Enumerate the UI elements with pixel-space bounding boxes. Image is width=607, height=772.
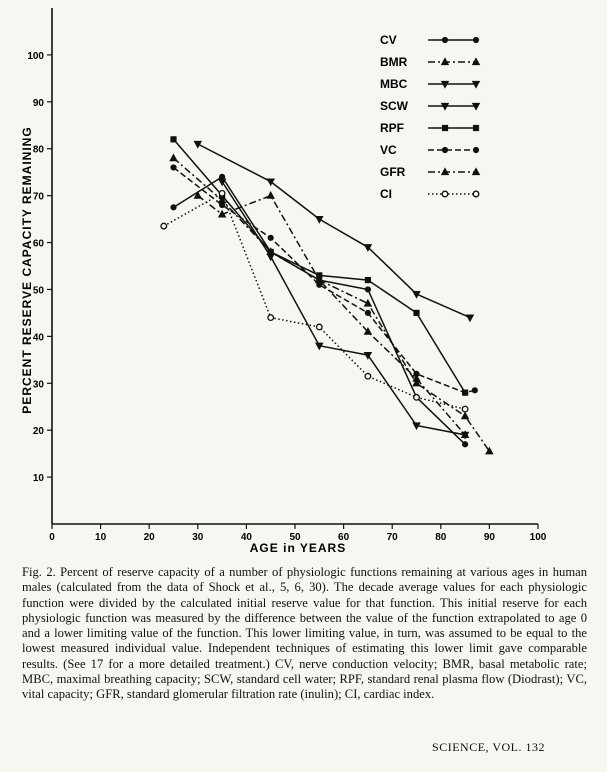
data-point-ci xyxy=(414,395,420,401)
legend-marker-cv xyxy=(442,37,447,42)
series-scw xyxy=(219,179,469,439)
x-tick-label: 50 xyxy=(289,532,301,543)
legend-marker-vc xyxy=(473,147,478,152)
series-line-mbc xyxy=(198,144,470,318)
x-tick-label: 100 xyxy=(529,532,547,543)
x-tick-label: 10 xyxy=(95,532,107,543)
data-point-ci xyxy=(161,223,167,229)
y-tick-label: 10 xyxy=(32,473,44,485)
x-tick-label: 60 xyxy=(338,532,350,543)
y-tick-label: 60 xyxy=(32,238,44,250)
journal-source: SCIENCE, VOL. 132 xyxy=(432,740,545,754)
series-line-ci xyxy=(164,193,465,409)
legend-label-bmr: BMR xyxy=(380,55,408,69)
data-point-cv xyxy=(365,287,370,292)
axis-labels xyxy=(20,126,346,555)
data-point-ci xyxy=(365,373,371,379)
tick-labels xyxy=(27,51,546,543)
y-tick-label: 30 xyxy=(32,379,44,391)
legend-label-gfr: GFR xyxy=(380,165,406,179)
data-point-vc xyxy=(472,388,477,393)
x-tick-label: 70 xyxy=(386,532,398,543)
y-tick-label: 80 xyxy=(32,144,44,156)
data-point-gfr xyxy=(462,413,469,419)
data-point-ci xyxy=(462,406,468,412)
data-point-rpf xyxy=(414,310,419,315)
data-point-ci xyxy=(268,315,274,321)
data-point-vc xyxy=(268,235,273,240)
series-line-vc xyxy=(174,168,475,393)
x-tick-label: 40 xyxy=(240,532,252,543)
data-point-vc xyxy=(171,165,176,170)
legend-label-ci: CI xyxy=(380,187,392,201)
y-tick-label: 100 xyxy=(27,50,44,62)
data-point-vc xyxy=(463,390,468,395)
legend-label-mbc: MBC xyxy=(380,77,408,91)
data-point-cv xyxy=(171,205,176,210)
legend-label-scw: SCW xyxy=(380,99,408,113)
x-axis-label: AGE in YEARS xyxy=(249,541,347,555)
legend-label-rpf: RPF xyxy=(380,121,404,135)
data-point-vc xyxy=(365,310,370,315)
series-bmr xyxy=(170,155,468,438)
series-ci xyxy=(161,190,468,411)
data-point-rpf xyxy=(365,277,370,282)
series-line-scw xyxy=(222,182,465,435)
series-cv xyxy=(171,174,468,447)
legend-marker-ci xyxy=(473,191,479,197)
data-point-mbc xyxy=(467,315,474,321)
caption-paragraph: Fig. 2. Percent of reserve capacity of a number of physiologic functions remaining at various ages in human males (calculated from the data of Shock et al., 5, 6, 30). The decade average values for each physiologic function were divided by the calculated initial reserve value for that function. This initial reserve for each physiologic function was measured by the difference between the value of the function extrapolated to age 0 and a lower limiting value of the function. This lower limiting value, in turn, was assumed to be equal to the lowest measured individual value. Independent techniques of estimating this lower limit gave comparable results. (See 17 for a more detailed treatment.) CV, nerve conduction velocity; BMR, basal metabolic rate; MBC, maximal breathing capacity; SCW, standard cell water; RPF, standard renal plasma flow (Diodrast); VC, vital capacity; GFR, standard glomerular filtration rate (inulin); CI, cardiac index. xyxy=(22,565,587,702)
y-tick-label: 50 xyxy=(32,285,44,297)
data-point-gfr xyxy=(267,192,274,198)
data-point-rpf xyxy=(268,249,273,254)
figure-caption xyxy=(22,565,587,703)
y-tick-label: 70 xyxy=(32,191,44,203)
legend xyxy=(380,33,479,201)
x-tick-label: 20 xyxy=(143,532,155,543)
data-point-mbc xyxy=(316,216,323,222)
legend-marker-rpf xyxy=(442,125,447,130)
legend-label-cv: CV xyxy=(380,33,397,47)
series-lines xyxy=(161,137,493,454)
chart-axes xyxy=(47,8,538,529)
y-axis-label: PERCENT RESERVE CAPACITY REMAINING xyxy=(20,126,34,414)
series-vc xyxy=(171,165,478,395)
data-point-cv xyxy=(463,442,468,447)
legend-marker-ci xyxy=(442,191,448,197)
series-mbc xyxy=(194,141,473,321)
data-point-ci xyxy=(219,190,225,196)
legend-marker-cv xyxy=(473,37,478,42)
series-line-rpf xyxy=(174,139,466,392)
data-point-ci xyxy=(317,324,323,330)
x-tick-label: 80 xyxy=(435,532,447,543)
legend-label-vc: VC xyxy=(380,143,397,157)
series-rpf xyxy=(171,137,468,396)
y-tick-label: 90 xyxy=(32,97,44,109)
x-tick-label: 30 xyxy=(192,532,204,543)
x-tick-label: 0 xyxy=(49,532,55,543)
legend-marker-vc xyxy=(442,147,447,152)
y-tick-label: 40 xyxy=(32,332,44,344)
y-tick-label: 20 xyxy=(32,426,44,438)
legend-marker-rpf xyxy=(473,125,478,130)
data-point-vc xyxy=(414,371,419,376)
data-point-rpf xyxy=(171,137,176,142)
data-point-bmr xyxy=(170,155,177,161)
x-tick-label: 90 xyxy=(483,532,495,543)
data-point-vc xyxy=(220,202,225,207)
